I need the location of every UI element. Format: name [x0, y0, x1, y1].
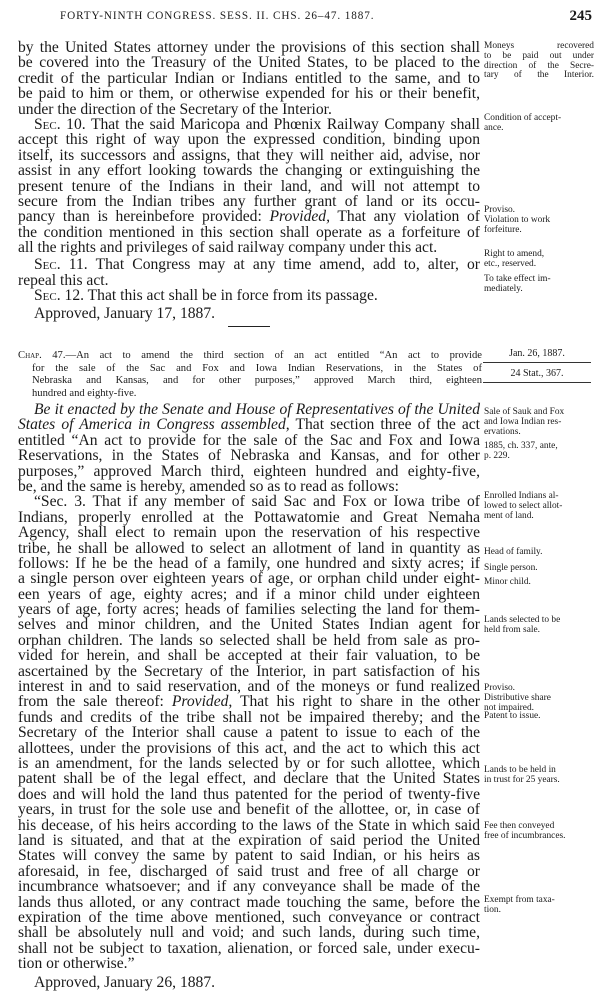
text-line: credit of the particular Indian or Indians entitled to the same, and to [18, 69, 480, 87]
text-line: interest in and to said reservation, and of the moneys or fund realized [18, 678, 480, 696]
text-line: itself, its successors and assigns, that they will neither aid, advise, nor [18, 146, 480, 164]
text-line: selves and minor children, and the United States Indian agent for [18, 616, 480, 634]
section-10-first-line: Sec. 10. That the said Maricopa and Phœnix Railway Company shall [34, 115, 480, 133]
margin-note: Right to amend, etc., reserved. [484, 249, 545, 269]
section-3-first-line: “Sec. 3. That if any member of said Sac and Fox or Iowa tribe of [34, 493, 480, 511]
statute-reference: 24 Stat., 367. [483, 363, 591, 383]
text-line: does and will hold the land thus patented for the period of twenty-five [18, 785, 480, 803]
text-line: een years of age, eighty acres; and if a minor child under eighteen [18, 585, 480, 603]
text-line: under the direction of the Secretary of the Interior. [18, 100, 332, 118]
margin-note: Minor child. [484, 577, 531, 587]
text-line: lands thus alloted, or any contract made touching the same, before the [18, 893, 480, 911]
chapter-46-continuation [18, 40, 480, 321]
margin-note: 1885, ch. 337, ante, p. 229. [484, 441, 558, 461]
text-line: follows: If he be the head of a family, one hundred and sixty acres; if [18, 554, 480, 572]
text-line: accept this right of way upon the expressed condition, binding upon [18, 131, 480, 149]
text-line: vided for herein, and shall be accepted at their fair valuation, to be [18, 647, 480, 665]
text-line: land is situated, and that at the expiration of said period the United [18, 831, 480, 849]
approval-line: Approved, January 26, 1887. [34, 974, 216, 991]
text-line: orphan children. The lands so selected shall be held from sale as pro- [18, 631, 480, 649]
proviso-line: from the sale thereof: Provided, That his right to share in the other [18, 693, 480, 711]
text-line: expiration of the time above mentioned, such conveyance or contract [18, 908, 480, 926]
text-line: by the United States attorney under the provisions of this section shall [18, 39, 480, 56]
page-number: 245 [569, 8, 592, 24]
section-12-line: Sec. 12. That this act shall be in force from its passage. [34, 287, 378, 305]
text-line: all the rights and privileges of said railway company under this act. [18, 239, 438, 257]
chapter-label: Chap. 47. [18, 350, 66, 361]
text-line: ascertained by the Secretary of the Interior, in part satisfaction of his [18, 662, 480, 680]
text-line: assist in any effort looking towards the changing or extinguishing the [18, 162, 480, 180]
enacting-clause: Be it enacted by the Senate and House of Representatives of the United [34, 401, 480, 418]
margin-note: Enrolled Indians al- lowed to select allot- ment of land. [484, 491, 563, 521]
section-label: Sec. 12. [34, 287, 85, 305]
margin-note: Proviso. Violation to work forfeiture. [484, 205, 551, 235]
margin-note: Proviso. Distributive share not impaired. [484, 683, 551, 713]
text-line: a single person over eighteen years of age, or orphan child under eight- [18, 570, 480, 588]
margin-note: To take effect im- mediately. [484, 274, 551, 294]
margin-note: Head of family. [484, 547, 543, 557]
text-line: aforesaid, in fee, discharged of said trust and free of all charge or [18, 862, 480, 880]
approval-line: Approved, January 17, 1887. [34, 304, 216, 322]
proviso-word: Provided, [269, 208, 330, 226]
text-line: be covered into the Treasury of the United States, to be placed to the [18, 54, 480, 72]
text-line: patent shall be of the legal effect, and declare that the United States [18, 770, 480, 788]
text-line: funds and credits of the tribe shall not be impaired thereby; and the [18, 708, 480, 726]
margin-note: Lands to be held in in trust for 25 years. [484, 765, 560, 785]
chapter-date: Jan. 26, 1887. [483, 348, 591, 363]
text-line: purposes,” approved March third, eighteen hundred and eighty-five, [18, 462, 480, 480]
text-line: shall not be subject to taxation, alienation, or forced sale, under execu- [18, 939, 480, 957]
proviso-line: pancy than is hereinbefore provided: Provided, That any violation of [18, 208, 481, 226]
text-line: States will convey the same by patent to said Indian, or his heirs as [18, 847, 480, 865]
margin-note: Exempt from taxa- tion. [484, 895, 555, 915]
margin-note: Condition of accept- ance. [484, 113, 562, 133]
margin-note: Lands selected to be held from sale. [484, 615, 561, 635]
chapter-47-heading: Chap. 47.—An act to amend the third section of an act entitled “An act to provide for the sale of the Sac and Fox and Iowa Indian Reservations, in the States of Nebraska and Kansas, and for other purposes,” approved March third, eighteen hundred and eighty-five. [18, 350, 482, 399]
text-line: Reservations, in the States of Nebraska and Kansas, and for other [18, 447, 480, 465]
running-header [0, 8, 600, 24]
section-label: Sec. 11. [34, 256, 88, 274]
text-line: Secretary of the Interior shall cause a patent to issue to each of the [18, 724, 480, 742]
text-line: allottees, under the provisions of this act, and the act to which this act [18, 739, 480, 757]
text-line: tribe, he shall be allowed to select an allotment of land in quantity as [18, 539, 480, 557]
text-line: repeal this act. [18, 271, 109, 289]
text-line: be, and the same is hereby, amended so as to read as follows: [18, 477, 399, 495]
text-line: secure from the Indian tribes any further grant of land or its occu- [18, 192, 480, 210]
proviso-word: Provided, [171, 693, 233, 711]
margin-note: Single person. [484, 563, 538, 573]
text-line: entitled “An act to provide for the sale of the Sac and Fox and Iowa [18, 431, 480, 449]
text-line: shall be absolutely null and void; and such lands, during such time, [18, 924, 480, 942]
text-line: Agency, shall elect to remain upon the reservation of his respective [18, 524, 480, 542]
margin-note: Sale of Sauk and Fox and Iowa Indian res- ervations. [484, 407, 565, 437]
text-line: Indians, properly enrolled at the Pottawatomie and Great Nemaha [18, 508, 480, 526]
enacting-line: States of America in Congress assembled, That section three of the act [18, 416, 480, 434]
chapter-47-body [18, 402, 480, 991]
text-line: be paid to him or them, or otherwise expended for his or their benefit, [18, 85, 480, 103]
margin-note: Patent to issue. [484, 711, 541, 721]
running-title: FORTY-NINTH CONGRESS. SESS. II. CHS. 26–47. 1887. [60, 10, 375, 22]
text-line: years, in trust for the sole use and benefit of the allottee, or, in case of [18, 801, 480, 819]
text-line: years of age, forty acres; heads of families selecting the land for them- [18, 601, 480, 619]
text-line: incumbrance whatsoever; and if any conveyance shall be made of the [18, 878, 480, 896]
section-label: Sec. 10. [34, 115, 86, 133]
text-line: his decease, of his heirs according to the laws of the State in which said [18, 816, 480, 834]
chapter-date-box [483, 348, 591, 383]
margin-note: Fee then conveyed free of incumbrances. [484, 821, 566, 841]
margin-note: Moneys recovered to be paid out under direction of the Secre- tary of the Interior. [484, 41, 594, 81]
section-divider [228, 326, 270, 327]
text-line: tion or otherwise.” [18, 955, 135, 973]
section-11-first-line: Sec. 11. That Congress may at any time amend, add to, alter, or [34, 256, 480, 274]
text-line: is an amendment, for the lands selected by or for such allottee, which [18, 754, 480, 772]
text-line: the condition mentioned in this section shall operate as a forfeiture of [18, 223, 480, 241]
text-line: present tenure of the Indians in their land, and will not attempt to [18, 177, 480, 195]
